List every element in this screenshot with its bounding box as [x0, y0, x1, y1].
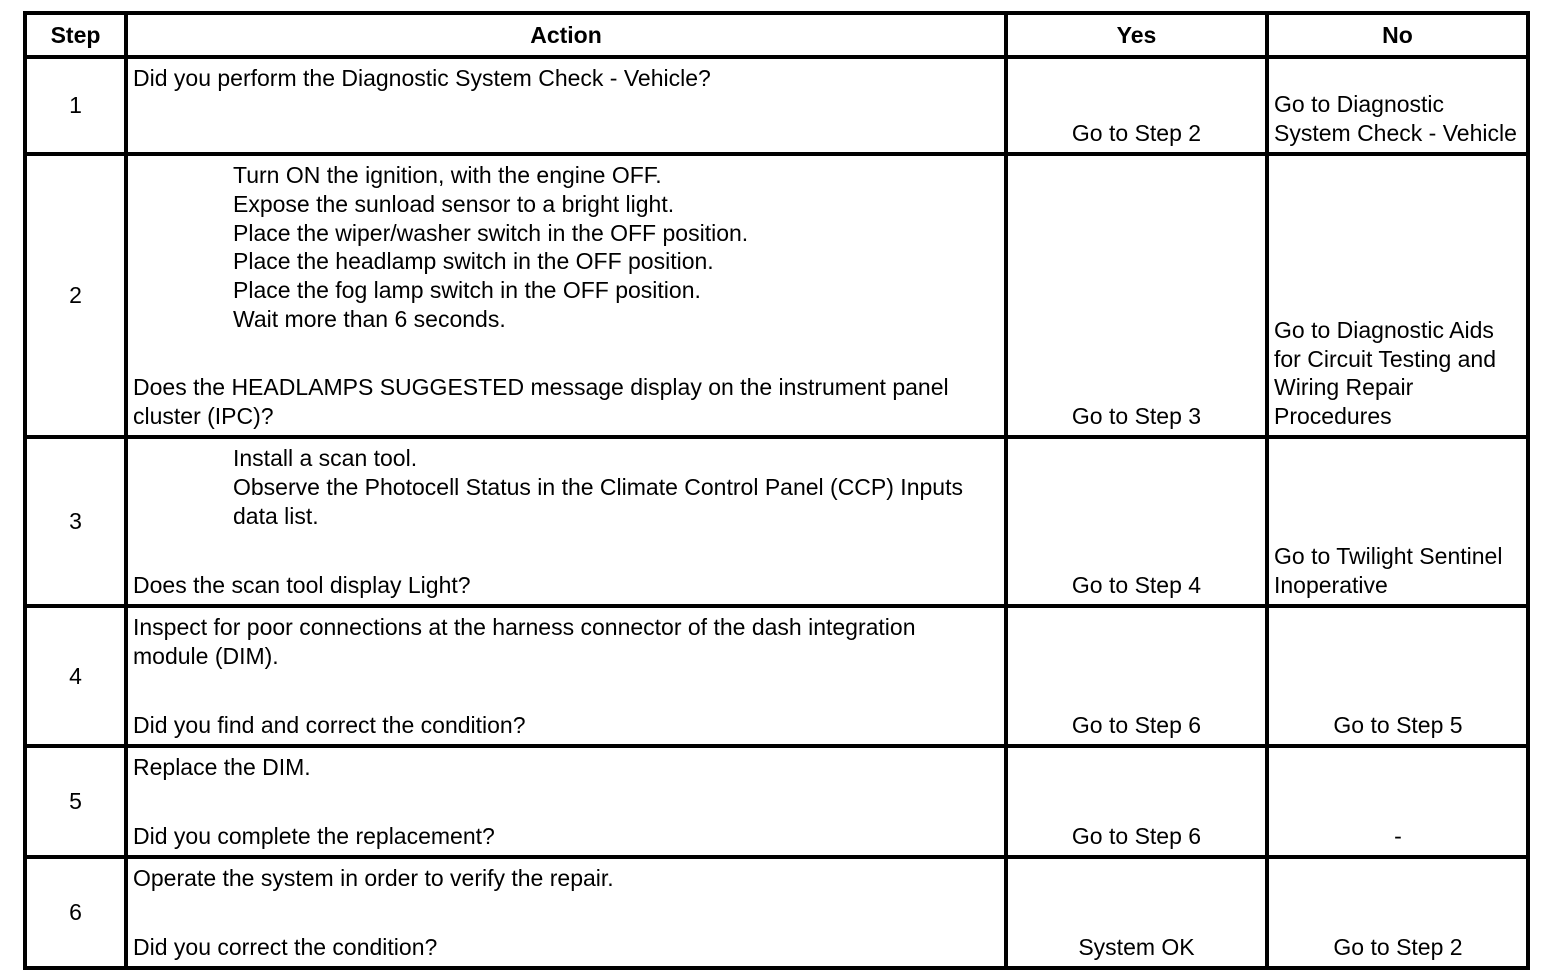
table-row [25, 746, 1528, 857]
action-cell [126, 857, 1006, 968]
action-substep: Wait more than 6 seconds. [233, 305, 506, 332]
action-substep: Turn ON the ignition, with the engine OFF. [233, 162, 662, 188]
yes-result: Go to Step 4 [1006, 437, 1267, 606]
step-number: 1 [25, 57, 126, 154]
action-substep: Place the fog lamp switch in the OFF position. [233, 277, 701, 304]
action-substep: Expose the sunload sensor to a bright light. [233, 190, 675, 217]
no-result: Go to Step 5 [1267, 606, 1528, 746]
no-result: Go to Diagnostic Aids for Circuit Testing and Wiring Repair Procedures [1267, 154, 1528, 437]
table-row [25, 857, 1528, 968]
step-number: 6 [25, 857, 126, 968]
table-row [25, 606, 1528, 746]
action-substep: Place the wiper/washer switch in the OFF position. [233, 219, 749, 246]
no-result: Go to Twilight Sentinel Inoperative [1267, 437, 1528, 606]
action-substeps [133, 161, 996, 334]
action-cell [126, 437, 1006, 606]
header-action: Action [126, 13, 1006, 57]
no-result: - [1267, 746, 1528, 857]
action-cell [126, 746, 1006, 857]
yes-result: Go to Step 6 [1006, 746, 1267, 857]
yes-result: Go to Step 6 [1006, 606, 1267, 746]
action-cell [126, 606, 1006, 746]
action-cell [126, 154, 1006, 437]
action-question: Does the scan tool display Light? [133, 572, 471, 599]
action-instruction: Replace the DIM. [133, 754, 311, 780]
action-substep: Observe the Photocell Status in the Climate Control Panel (CCP) Inputs data list. [233, 473, 963, 529]
table-row [25, 57, 1528, 154]
yes-result: Go to Step 3 [1006, 154, 1267, 437]
action-question: Did you perform the Diagnostic System Check - Vehicle? [133, 65, 711, 91]
action-cell [126, 57, 1006, 154]
header-step: Step [25, 13, 126, 57]
action-question: Did you find and correct the condition? [133, 712, 526, 739]
action-question: Did you correct the condition? [133, 934, 438, 961]
no-result: Go to Diagnostic System Check - Vehicle [1267, 57, 1528, 154]
step-number: 5 [25, 746, 126, 857]
step-number: 3 [25, 437, 126, 606]
yes-result: System OK [1006, 857, 1267, 968]
header-yes: Yes [1006, 13, 1267, 57]
action-question: Did you complete the replacement? [133, 823, 495, 850]
step-number: 2 [25, 154, 126, 437]
table-row [25, 154, 1528, 437]
header-no: No [1267, 13, 1528, 57]
action-substeps [133, 444, 996, 530]
action-substep: Install a scan tool. [233, 445, 418, 471]
step-number: 4 [25, 606, 126, 746]
action-instruction: Operate the system in order to verify the repair. [133, 865, 614, 891]
table-header-row [25, 13, 1528, 57]
action-substep: Place the headlamp switch in the OFF position. [233, 248, 714, 275]
yes-result: Go to Step 2 [1006, 57, 1267, 154]
no-result: Go to Step 2 [1267, 857, 1528, 968]
action-question: Does the HEADLAMPS SUGGESTED message display on the instrument panel cluster (IPC)? [133, 374, 949, 430]
diagnostic-table [23, 11, 1530, 970]
table-row [25, 437, 1528, 606]
action-instruction: Inspect for poor connections at the harness connector of the dash integration module (DIM). [133, 614, 916, 669]
